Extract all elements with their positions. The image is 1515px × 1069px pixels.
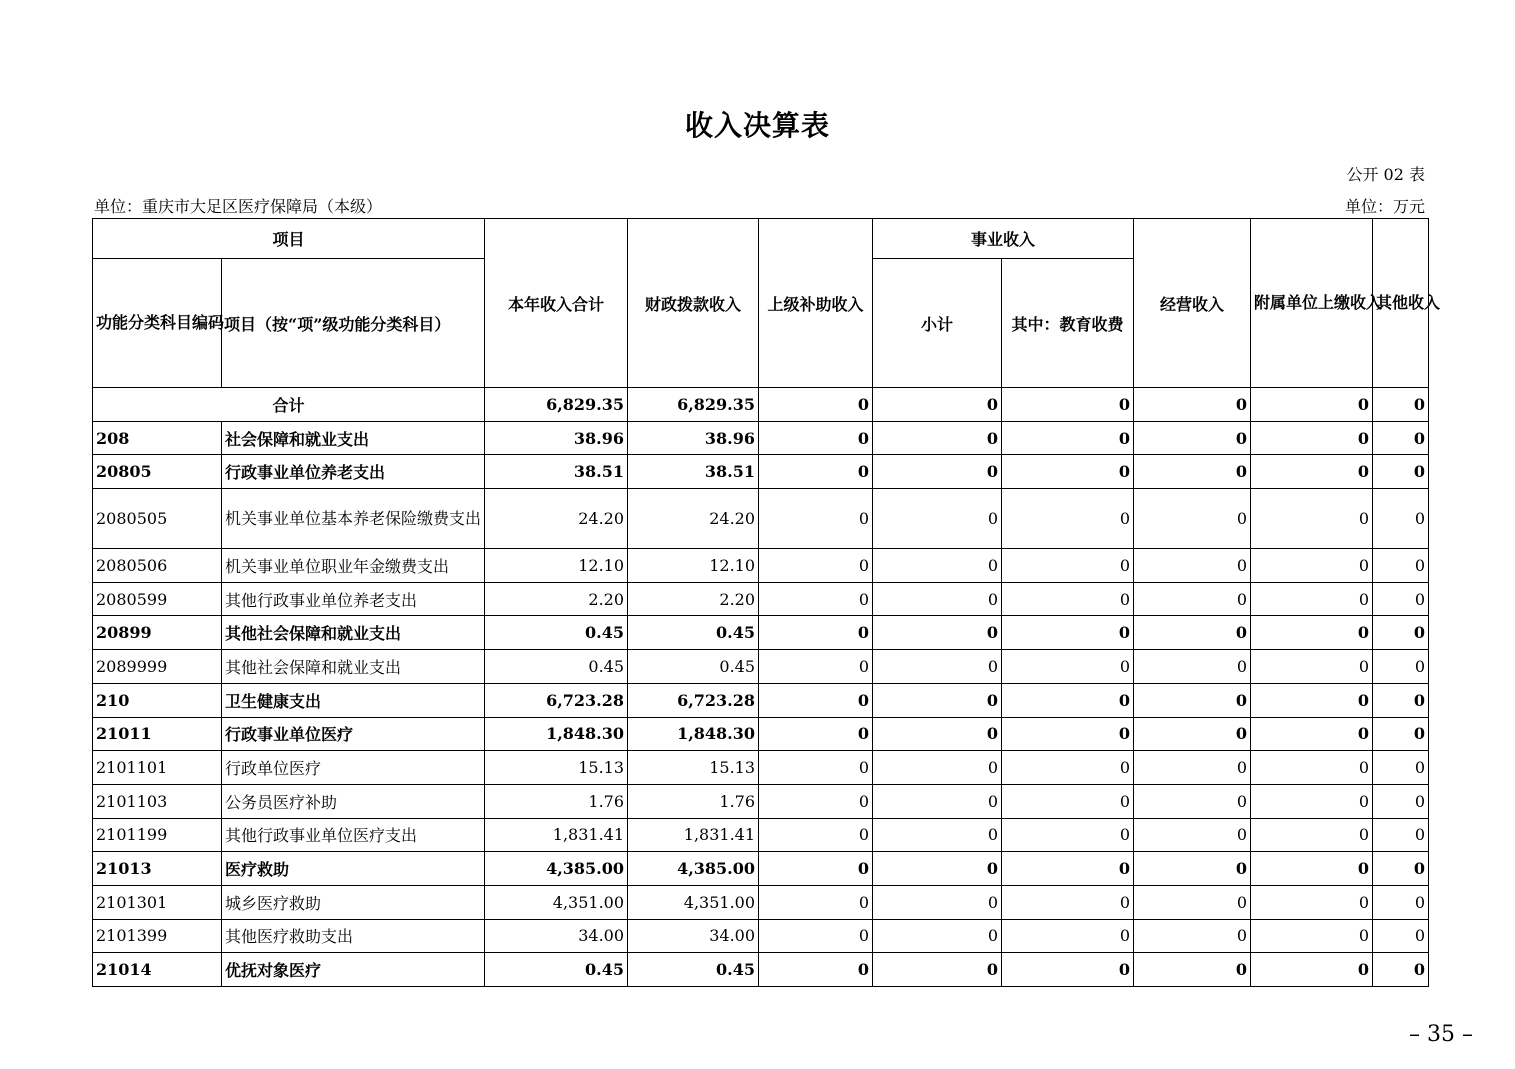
form-number: 公开 02 表	[1346, 165, 1425, 184]
table-cell-value: 2.20	[628, 582, 759, 616]
table-cell-value: 0	[873, 852, 1002, 886]
table-cell-value: 0	[759, 455, 873, 489]
table-row	[93, 852, 1429, 886]
table-cell-value: 0	[1002, 616, 1134, 650]
table-cell-value: 0	[1251, 616, 1373, 650]
table-cell-value: 0	[1251, 852, 1373, 886]
table-cell-name: 机关事业单位基本养老保险缴费支出	[222, 489, 485, 549]
table-cell-value: 0	[873, 489, 1002, 549]
table-cell-value: 0	[759, 421, 873, 455]
table-cell-value: 0	[1002, 549, 1134, 583]
table-cell-value: 0	[1002, 421, 1134, 455]
table-cell-value: 0	[759, 388, 873, 422]
table-cell-value: 0	[1373, 616, 1429, 650]
table-cell-value: 0	[873, 717, 1002, 751]
table-row	[93, 489, 1429, 549]
table-cell-value: 0	[873, 784, 1002, 818]
table-cell-value: 0	[1134, 489, 1251, 549]
table-cell-value: 0	[873, 818, 1002, 852]
table-cell-value: 0	[759, 953, 873, 987]
table-cell-value: 0	[1002, 455, 1134, 489]
table-cell-name: 行政单位医疗	[222, 751, 485, 785]
table-cell-value: 0	[1373, 421, 1429, 455]
table-cell-value: 0	[1251, 784, 1373, 818]
table-cell-name: 卫生健康支出	[222, 683, 485, 717]
table-cell-value: 0	[759, 784, 873, 818]
table-cell-value: 6,723.28	[628, 683, 759, 717]
table-row	[93, 650, 1429, 684]
table-cell-value: 1.76	[485, 784, 628, 818]
header-affiliate-income: 附属单位上缴收入	[1251, 219, 1373, 388]
table-cell-value: 0	[873, 549, 1002, 583]
table-cell-value: 0.45	[628, 650, 759, 684]
table-cell-code: 21013	[93, 852, 222, 886]
table-cell-value: 0	[1002, 650, 1134, 684]
table-cell-value: 0	[759, 683, 873, 717]
table-cell-value: 0	[1251, 683, 1373, 717]
table-cell-value: 0	[759, 582, 873, 616]
table-cell-value: 0	[1134, 650, 1251, 684]
table-cell-value: 0.45	[628, 953, 759, 987]
table-row	[93, 421, 1429, 455]
table-cell-value: 0	[1002, 953, 1134, 987]
table-cell-value: 0	[873, 616, 1002, 650]
table-cell-value: 0	[873, 919, 1002, 953]
table-cell-value: 34.00	[485, 919, 628, 953]
header-subtotal: 小计	[873, 259, 1002, 388]
table-cell-value: 0	[1251, 919, 1373, 953]
table-cell-value: 24.20	[628, 489, 759, 549]
table-row	[93, 784, 1429, 818]
income-report-table	[92, 218, 1441, 987]
table-cell-value: 0	[759, 717, 873, 751]
header-superior-subsidy: 上级补助收入	[759, 219, 873, 388]
table-cell-value: 38.96	[628, 421, 759, 455]
table-cell-name: 其他行政事业单位养老支出	[222, 582, 485, 616]
table-row	[93, 717, 1429, 751]
table-cell-code: 2080599	[93, 582, 222, 616]
table-cell-value: 0	[873, 388, 1002, 422]
table-cell-value: 0	[1002, 388, 1134, 422]
table-cell-name: 其他社会保障和就业支出	[222, 616, 485, 650]
header-function-code: 功能分类科目编码	[93, 259, 222, 388]
table-cell-code: 20899	[93, 616, 222, 650]
table-cell-value: 0	[1002, 683, 1134, 717]
table-row	[93, 683, 1429, 717]
table-cell-value: 0.45	[485, 616, 628, 650]
table-cell-value: 0	[1002, 818, 1134, 852]
table-row	[93, 953, 1429, 987]
table-cell-code: 2101103	[93, 784, 222, 818]
table-row	[93, 818, 1429, 852]
table-cell-name: 社会保障和就业支出	[222, 421, 485, 455]
table-cell-name: 优抚对象医疗	[222, 953, 485, 987]
currency-unit: 单位：万元	[1344, 197, 1425, 216]
table-cell-code: 2101399	[93, 919, 222, 953]
table-cell-value: 0	[1251, 421, 1373, 455]
table-cell-value: 0	[759, 885, 873, 919]
table-row	[93, 616, 1429, 650]
table-cell-value: 15.13	[485, 751, 628, 785]
table-cell-value: 0	[1134, 549, 1251, 583]
table-cell-value: 0	[759, 818, 873, 852]
table-cell-value: 0	[1373, 919, 1429, 953]
table-cell-value: 0	[1134, 388, 1251, 422]
table-cell-value: 0	[1002, 885, 1134, 919]
table-cell-value: 0	[1373, 683, 1429, 717]
header-other-income: 其他收入	[1373, 219, 1429, 388]
table-cell-value: 0	[1134, 919, 1251, 953]
table-cell-value: 0	[1373, 852, 1429, 886]
table-cell-value: 0	[759, 489, 873, 549]
table-cell-value: 0.45	[485, 650, 628, 684]
table-cell-value: 2.20	[485, 582, 628, 616]
table-cell-name: 公务员医疗补助	[222, 784, 485, 818]
table-cell-value: 0	[1134, 616, 1251, 650]
table-cell-value: 38.51	[628, 455, 759, 489]
table-cell-value: 4,385.00	[628, 852, 759, 886]
table-cell-value: 6,723.28	[485, 683, 628, 717]
table-cell-code: 210	[93, 683, 222, 717]
table-cell-value: 0	[1134, 582, 1251, 616]
table-cell-value: 0	[1373, 489, 1429, 549]
table-cell-value: 6,829.35	[485, 388, 628, 422]
page-number: – 35 –	[1409, 1022, 1473, 1047]
table-cell-code: 2101301	[93, 885, 222, 919]
table-cell-value: 0	[1373, 751, 1429, 785]
table-cell-name: 城乡医疗救助	[222, 885, 485, 919]
table-cell-value: 0	[1134, 421, 1251, 455]
table-cell-code: 20805	[93, 455, 222, 489]
table-cell-value: 0	[1251, 818, 1373, 852]
table-row	[93, 751, 1429, 785]
table-cell-value: 0	[873, 885, 1002, 919]
table-cell-value: 1,848.30	[485, 717, 628, 751]
table-cell-value: 24.20	[485, 489, 628, 549]
table-cell-value: 4,351.00	[485, 885, 628, 919]
header-project: 项目	[93, 219, 485, 259]
table-cell-value: 1,831.41	[485, 818, 628, 852]
table-cell-value: 0	[1134, 852, 1251, 886]
table-cell-code: 21014	[93, 953, 222, 987]
table-cell-value: 0	[1134, 784, 1251, 818]
table-cell-code: 2080506	[93, 549, 222, 583]
reporting-unit: 单位：重庆市大足区医疗保障局（本级）	[94, 197, 383, 216]
table-cell-name: 机关事业单位职业年金缴费支出	[222, 549, 485, 583]
table-cell-value: 0	[1373, 717, 1429, 751]
table-row	[93, 582, 1429, 616]
table-cell-value: 12.10	[485, 549, 628, 583]
table-cell-value: 0	[873, 751, 1002, 785]
table-cell-value: 0.45	[485, 953, 628, 987]
table-cell-value: 0	[1002, 919, 1134, 953]
table-cell-value: 0	[1134, 885, 1251, 919]
table-row	[93, 549, 1429, 583]
table-cell-value: 1,831.41	[628, 818, 759, 852]
table-row	[93, 455, 1429, 489]
table-cell-value: 0	[1373, 582, 1429, 616]
table-cell-code: 2101199	[93, 818, 222, 852]
table-cell-value: 0	[873, 683, 1002, 717]
table-cell-value: 12.10	[628, 549, 759, 583]
header-education-fee: 其中：教育收费	[1002, 259, 1134, 388]
table-cell-value: 0	[759, 549, 873, 583]
page-title: 收入决算表	[684, 109, 830, 142]
table-cell-code: 208	[93, 421, 222, 455]
table-cell-value: 0	[759, 852, 873, 886]
table-cell-value: 0	[1251, 953, 1373, 987]
table-cell-value: 4,351.00	[628, 885, 759, 919]
table-cell-value: 0	[1134, 717, 1251, 751]
table-cell-value: 0	[873, 953, 1002, 987]
table-cell-value: 0	[1373, 784, 1429, 818]
table-row-total	[93, 388, 1429, 422]
table-cell-value: 0	[1373, 388, 1429, 422]
table-cell-value: 0	[1373, 455, 1429, 489]
table-cell-value: 0	[1373, 650, 1429, 684]
table-cell-name: 医疗救助	[222, 852, 485, 886]
table-cell-value: 0	[1251, 388, 1373, 422]
table-cell-code: 2089999	[93, 650, 222, 684]
table-cell-value: 0	[1002, 751, 1134, 785]
table-cell-value: 0	[1002, 852, 1134, 886]
table-cell-value: 0	[873, 421, 1002, 455]
table-cell-value: 0	[1251, 650, 1373, 684]
table-cell-value: 38.51	[485, 455, 628, 489]
table-cell-value: 0	[1134, 751, 1251, 785]
table-cell-value: 0	[1134, 455, 1251, 489]
table-cell-code: 2101101	[93, 751, 222, 785]
table-cell-value: 0	[759, 650, 873, 684]
table-cell-value: 0	[873, 650, 1002, 684]
table-cell-value: 0	[873, 455, 1002, 489]
total-label: 合计	[93, 388, 485, 422]
table-cell-value: 0	[759, 616, 873, 650]
table-cell-value: 0	[1251, 885, 1373, 919]
table-cell-name: 其他行政事业单位医疗支出	[222, 818, 485, 852]
table-row	[93, 919, 1429, 953]
table-cell-value: 0	[1251, 717, 1373, 751]
table-cell-value: 0	[1251, 455, 1373, 489]
table-cell-value: 0	[1251, 489, 1373, 549]
table-cell-value: 38.96	[485, 421, 628, 455]
table-cell-value: 0.45	[628, 616, 759, 650]
table-cell-value: 0	[1002, 717, 1134, 751]
table-cell-value: 0	[1251, 549, 1373, 583]
table-cell-value: 4,385.00	[485, 852, 628, 886]
table-row	[93, 885, 1429, 919]
table-cell-value: 1,848.30	[628, 717, 759, 751]
header-business-income: 事业收入	[873, 219, 1134, 259]
table-cell-value: 1.76	[628, 784, 759, 818]
table-cell-value: 0	[1373, 549, 1429, 583]
table-cell-value: 0	[1134, 818, 1251, 852]
table-cell-value: 0	[1002, 582, 1134, 616]
table-cell-value: 0	[1134, 683, 1251, 717]
table-cell-value: 0	[1373, 818, 1429, 852]
table-cell-code: 2080505	[93, 489, 222, 549]
table-cell-code: 21011	[93, 717, 222, 751]
table-cell-value: 34.00	[628, 919, 759, 953]
table-cell-value: 0	[873, 582, 1002, 616]
table-cell-value: 0	[1251, 751, 1373, 785]
table-cell-value: 0	[1002, 489, 1134, 549]
table-cell-value: 15.13	[628, 751, 759, 785]
table-cell-value: 0	[759, 919, 873, 953]
table-cell-value: 0	[1251, 582, 1373, 616]
header-item-name: 项目（按“项”级功能分类科目）	[222, 259, 485, 388]
header-operating-income: 经营收入	[1134, 219, 1251, 388]
header-total-income: 本年收入合计	[485, 219, 628, 388]
table-cell-value: 0	[1373, 953, 1429, 987]
header-fiscal-appropriation: 财政拨款收入	[628, 219, 759, 388]
table-cell-value: 0	[1134, 953, 1251, 987]
table-cell-value: 6,829.35	[628, 388, 759, 422]
table-cell-name: 行政事业单位养老支出	[222, 455, 485, 489]
table-cell-value: 0	[759, 751, 873, 785]
table-cell-value: 0	[1002, 784, 1134, 818]
table-cell-name: 其他医疗救助支出	[222, 919, 485, 953]
table-cell-name: 其他社会保障和就业支出	[222, 650, 485, 684]
table-cell-name: 行政事业单位医疗	[222, 717, 485, 751]
table-cell-value: 0	[1373, 885, 1429, 919]
